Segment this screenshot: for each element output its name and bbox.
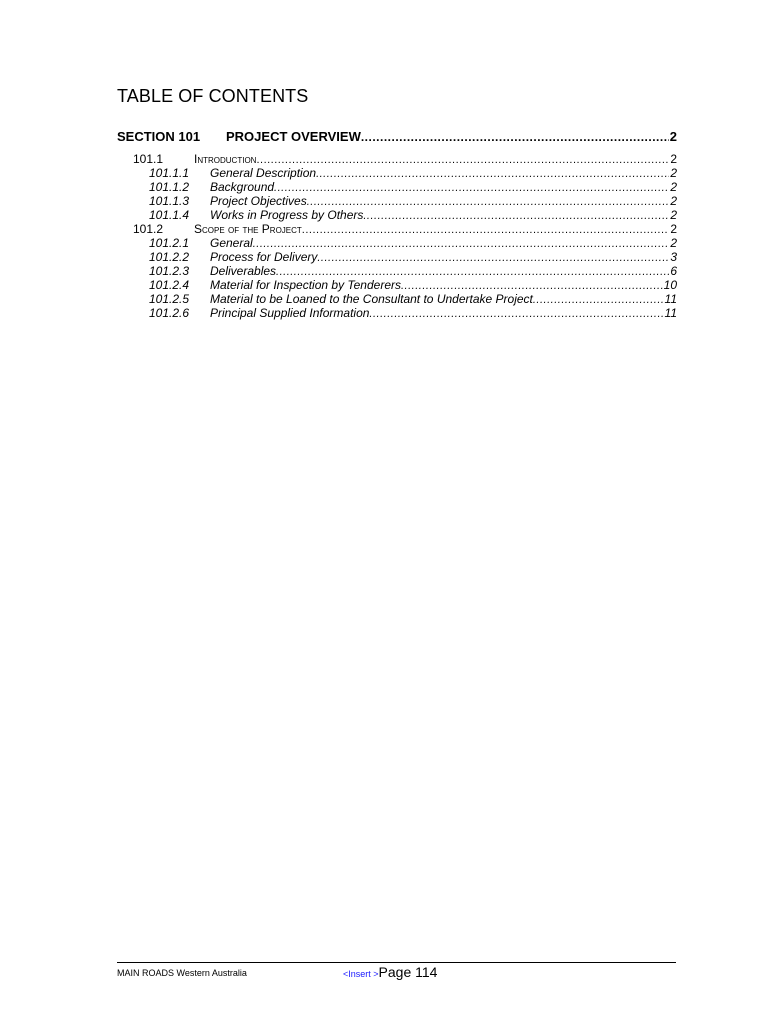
toc-heading: TABLE OF CONTENTS	[117, 86, 309, 106]
dot-leader	[307, 195, 670, 209]
toc-page-number: 2	[669, 129, 677, 144]
dot-leader	[256, 153, 669, 167]
footer-page-label	[343, 964, 437, 980]
toc-entry-101-2-6[interactable]	[117, 306, 677, 320]
toc-page-number: 2	[670, 222, 677, 236]
toc-entry-101-2-5[interactable]	[117, 292, 677, 306]
dot-leader	[369, 307, 663, 321]
toc-entry-number: 101.2.4	[149, 278, 190, 292]
toc-entry-title: Scope of the Project	[194, 222, 302, 236]
toc-page-number: 6	[670, 264, 677, 278]
toc-section-101[interactable]	[117, 128, 677, 146]
dot-leader	[302, 223, 670, 237]
toc-entry-number: 101.1.1	[149, 166, 190, 180]
toc-list	[117, 128, 677, 320]
toc-entry-title: Process for Delivery	[210, 250, 318, 264]
toc-page-number: 2	[670, 152, 677, 166]
toc-entry-number: 101.2	[133, 222, 164, 236]
toc-entry-number: 101.2.6	[149, 306, 190, 320]
dot-leader	[401, 279, 663, 293]
toc-entry-title: Principal Supplied Information	[210, 306, 370, 320]
toc-page-number: 10	[663, 278, 677, 292]
toc-entry-title: Introduction	[194, 152, 257, 166]
toc-entry-101-2-4[interactable]	[117, 278, 677, 292]
toc-entry-101-2-2[interactable]	[117, 250, 677, 264]
toc-entry-title: General Description	[210, 166, 317, 180]
toc-entry-title: Material for Inspection by Tenderers	[210, 278, 401, 292]
toc-entry-number: 101.2.1	[149, 236, 190, 250]
toc-entry-101-2-3[interactable]	[117, 264, 677, 278]
dot-leader	[274, 181, 669, 195]
dot-leader	[316, 167, 669, 181]
toc-section-number: SECTION 101	[117, 129, 201, 144]
dot-leader	[533, 293, 664, 307]
toc-page-number: 2	[670, 180, 677, 194]
dot-leader	[253, 237, 670, 251]
toc-entry-number: 101.2.3	[149, 264, 190, 278]
toc-entry-title: Material to be Loaned to the Consultant to Undertake Project	[210, 292, 533, 306]
toc-page-number: 2	[670, 166, 677, 180]
footer-divider	[117, 962, 676, 963]
page-number-label: Page 114	[378, 964, 438, 980]
toc-entry-number: 101.1.2	[149, 180, 190, 194]
toc-entry-101-1-4[interactable]	[117, 208, 677, 222]
toc-entry-101-1-3[interactable]	[117, 194, 677, 208]
toc-entry-number: 101.1	[133, 152, 164, 166]
dot-leader	[317, 251, 669, 265]
toc-entry-101-2-1[interactable]	[117, 236, 677, 250]
toc-entry-number: 101.2.5	[149, 292, 190, 306]
dot-leader	[363, 209, 669, 223]
toc-entry-101-1[interactable]	[117, 152, 677, 166]
footer-organization: MAIN ROADS Western Australia	[117, 968, 247, 978]
toc-entry-title: Works in Progress by Others	[210, 208, 364, 222]
toc-page-number: 11	[664, 292, 677, 306]
toc-page-number: 2	[670, 208, 677, 222]
dot-leader	[361, 128, 669, 146]
insert-placeholder-tag: <Insert >	[343, 969, 379, 979]
toc-entry-101-1-1[interactable]	[117, 166, 677, 180]
toc-entry-title: Background	[210, 180, 275, 194]
toc-entry-title: Deliverables	[210, 264, 277, 278]
toc-entry-title: General	[210, 236, 253, 250]
toc-page-number: 3	[670, 250, 677, 264]
dot-leader	[276, 265, 669, 279]
toc-entry-number: 101.2.2	[149, 250, 190, 264]
toc-entry-number: 101.1.4	[149, 208, 190, 222]
toc-entry-101-2[interactable]	[117, 222, 677, 236]
toc-page-number: 2	[670, 194, 677, 208]
toc-entry-101-1-2[interactable]	[117, 180, 677, 194]
toc-section-title: PROJECT OVERVIEW	[226, 129, 361, 144]
toc-page-number: 11	[664, 306, 677, 320]
toc-entry-title: Project Objectives	[210, 194, 307, 208]
toc-page-number: 2	[670, 236, 677, 250]
toc-entry-number: 101.1.3	[149, 194, 190, 208]
